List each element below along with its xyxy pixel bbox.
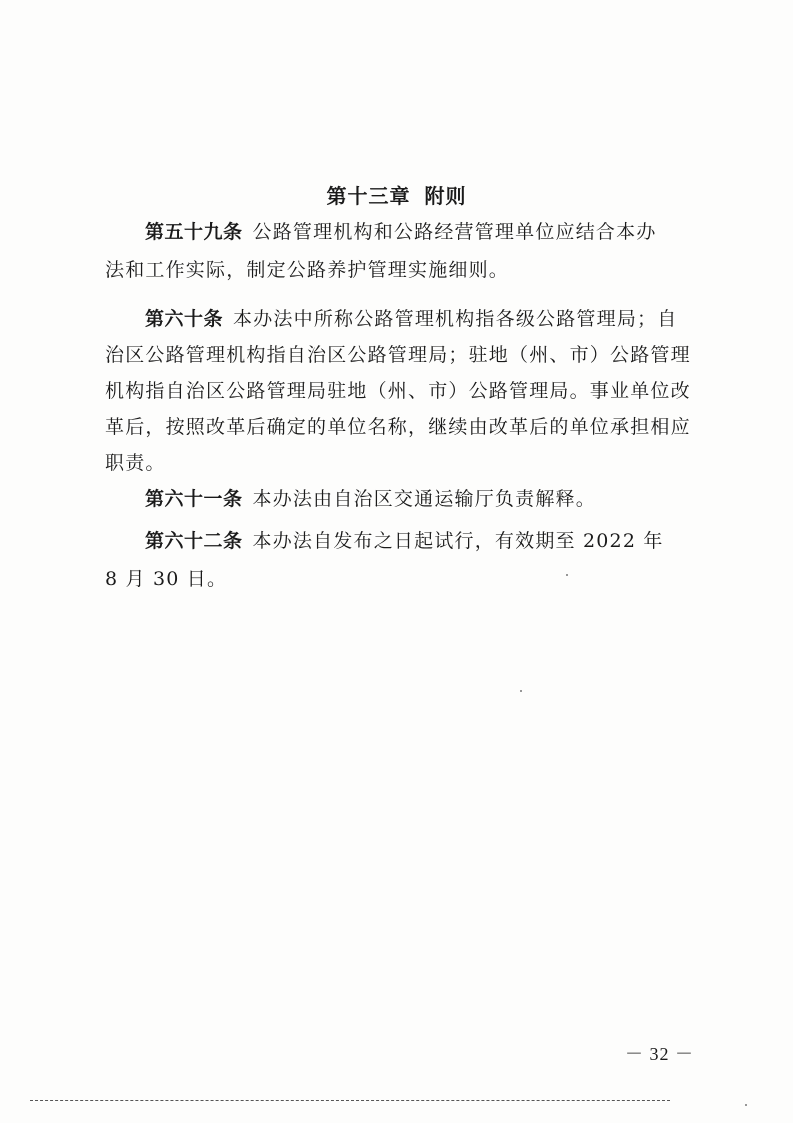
- scan-speck: [520, 690, 522, 692]
- article-text: 职责。: [105, 452, 166, 474]
- article-number: 第六十条: [145, 308, 224, 330]
- article-text: 本办法由自治区交通运输厅负责解释。: [252, 488, 596, 510]
- scan-speck: [745, 1104, 747, 1106]
- article-text: 革后，按照改革后确定的单位名称，继续由改革后的单位承担相应: [105, 416, 691, 438]
- chapter-number: 第十三章: [326, 184, 411, 208]
- article-62: [105, 530, 720, 590]
- article-text: 法和工作实际，制定公路养护管理实施细则。: [105, 259, 510, 281]
- article-number: 第六十二条: [145, 530, 243, 552]
- chapter-heading: [0, 180, 793, 209]
- article-text: 治区公路管理机构指自治区公路管理局；驻地（州、市）公路管理: [105, 344, 691, 366]
- article-text: 公路管理机构和公路经营管理单位应结合本办: [252, 221, 657, 243]
- scan-speck: [566, 574, 568, 576]
- article-text: 本办法中所称公路管理机构指各级公路管理局；自: [233, 308, 678, 330]
- article-60: [105, 308, 720, 474]
- chapter-title: 附则: [424, 184, 467, 208]
- article-59: [105, 221, 720, 281]
- article-text: 8 月 30 日。: [105, 568, 228, 590]
- page-number: － 32 －: [625, 1044, 694, 1064]
- article-number: 第六十一条: [145, 488, 243, 510]
- bottom-scan-line: [30, 1100, 670, 1101]
- article-text: 本办法自发布之日起试行，有效期至 2022 年: [252, 530, 664, 552]
- article-text: 机构指自治区公路管理局驻地（州、市）公路管理局。事业单位改: [105, 380, 691, 402]
- article-number: 第五十九条: [145, 221, 243, 243]
- article-61: [105, 488, 720, 510]
